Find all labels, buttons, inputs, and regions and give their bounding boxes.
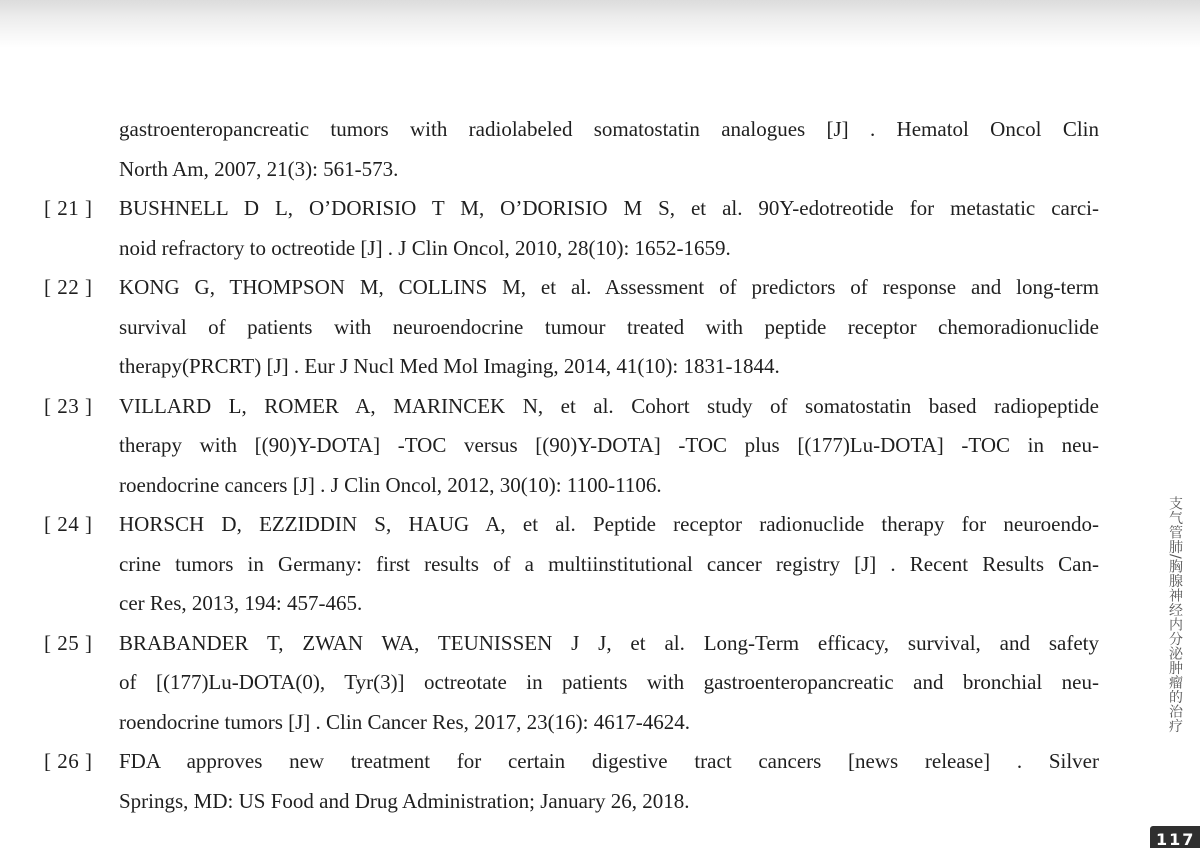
chapter-side-title: 支气管肺/胸腺神经内分泌肿瘤的治疗 [1167,496,1183,734]
reference-line: roendocrine tumors [J] . Clin Cancer Res, 2017, 23(16): 4617-4624. [119,709,690,734]
reference-line: roendocrine cancers [J] . J Clin Oncol, 2012, 30(10): 1100-1106. [119,472,662,497]
reference-line: BRABANDER T, ZWAN WA, TEUNISSEN J J, et al. Long-Term efficacy, survival, and safety [119,630,1099,655]
reference-line: Springs, MD: US Food and Drug Administration; January 26, 2018. [119,788,690,813]
reference-line: therapy(PRCRT) [J] . Eur J Nucl Med Mol Imaging, 2014, 41(10): 1831-1844. [119,354,780,378]
reference-line: crine tumors in Germany: first results of a multiinstitutional cancer registry [J] . Recent Results Can- [119,551,1099,576]
reference-number: [ 24 ] [44,512,93,536]
reference-line: of [(177)Lu-DOTA(0), Tyr(3)] octreotate in patients with gastroenteropancreatic and bronchial neu- [119,670,1099,694]
page-number: 117 [1156,830,1196,848]
scan-top-shadow [0,0,1200,48]
reference-number: [ 21 ] [44,196,93,220]
reference-line: HORSCH D, EZZIDDIN S, HAUG A, et al. Peptide receptor radionuclide therapy for neuroendo- [119,512,1099,536]
reference-line: VILLARD L, ROMER A, MARINCEK N, et al. Cohort study of somatostatin based radiopeptide [119,393,1099,418]
reference-line: North Am, 2007, 21(3): 561-573. [119,156,399,181]
reference-line: therapy with [(90)Y-DOTA] -TOC versus [(90)Y-DOTA] -TOC plus [(177)Lu-DOTA] -TOC in neu- [119,433,1099,457]
reference-line: FDA approves new treatment for certain digestive tract cancers [news release] . Silver [119,749,1099,773]
reference-number: [ 26 ] [44,749,93,773]
reference-line: cer Res, 2013, 194: 457-465. [119,591,363,615]
reference-line: BUSHNELL D L, O’DORISIO T M, O’DORISIO M S, et al. 90Y-edotreotide for metastatic carci- [119,196,1099,220]
reference-number: [ 22 ] [44,275,93,299]
page-number-tab [1150,826,1200,848]
reference-line: noid refractory to octreotide [J] . J Clin Oncol, 2010, 28(10): 1652-1659. [119,235,731,260]
reference-line: gastroenteropancreatic tumors with radiolabeled somatostatin analogues [J] . Hematol Oncol Clin [119,117,1099,141]
reference-line: survival of patients with neuroendocrine tumour treated with peptide receptor chemoradionuclide [119,314,1099,339]
reference-number: [ 23 ] [44,393,93,418]
reference-number: [ 25 ] [44,630,93,655]
reference-line: KONG G, THOMPSON M, COLLINS M, et al. Assessment of predictors of response and long-term [119,275,1099,299]
